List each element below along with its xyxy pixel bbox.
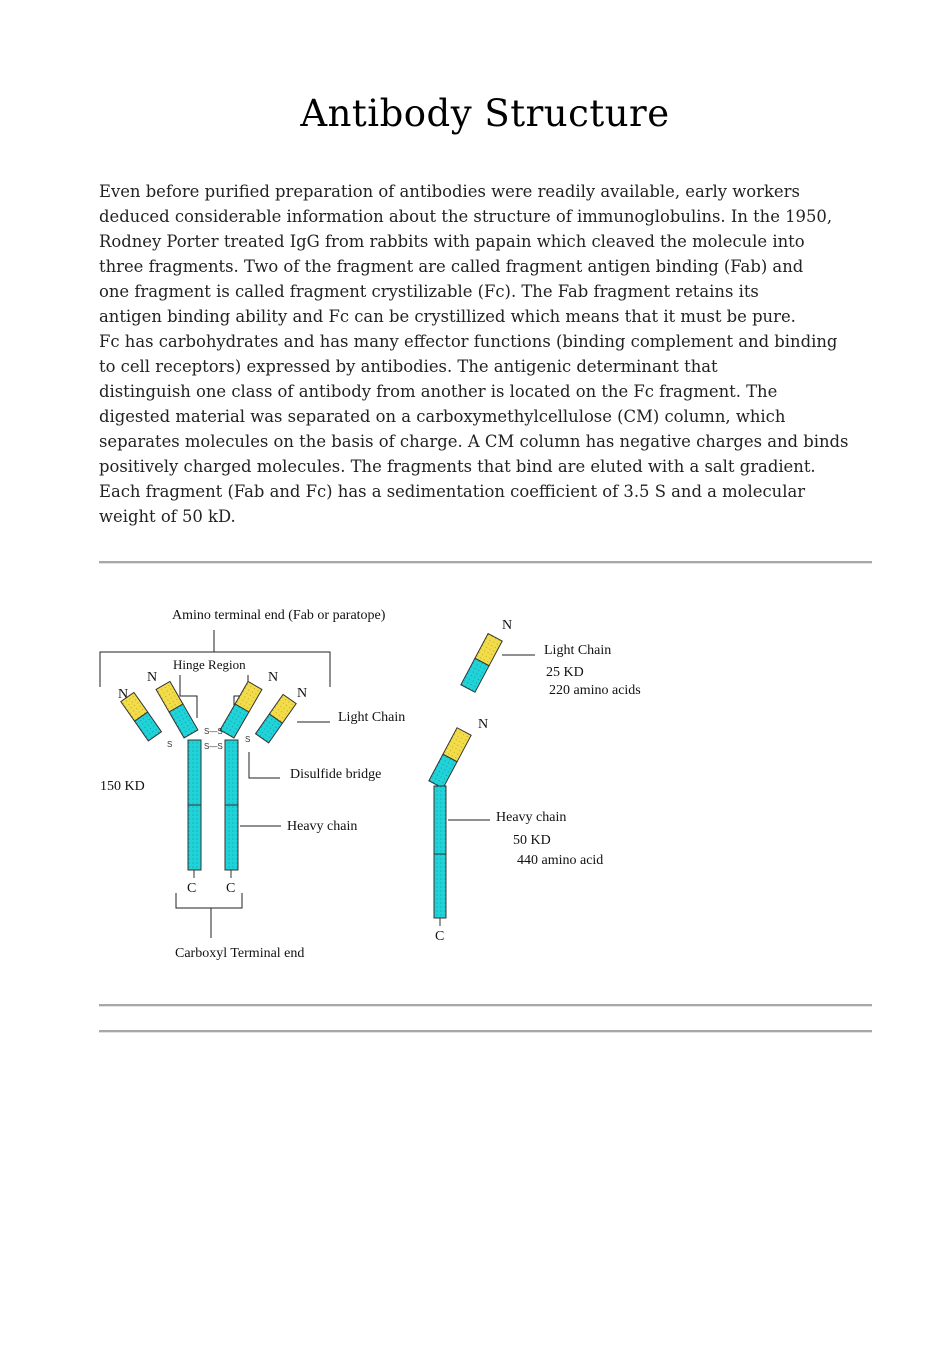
paragraph-line: Rodney Porter treated IgG from rabbits with papain which cleaved the molecule into — [99, 232, 805, 251]
divider-footer — [99, 1030, 872, 1033]
n-terminus-label: N — [502, 618, 513, 633]
n-terminus-label: N — [147, 670, 158, 685]
disulfide-bond-mark: S—S — [204, 742, 223, 751]
paragraph-line: Fc has carbohydrates and has many effector functions (binding complement and binding — [99, 332, 838, 351]
heavy-chain-left-arm — [156, 681, 198, 737]
light-chain-callout: Light Chain — [338, 710, 406, 725]
antibody-figure — [0, 590, 952, 990]
light-chain-diagram — [461, 618, 641, 698]
amino-terminal-label: Amino terminal end (Fab or paratope) — [172, 608, 386, 623]
paragraph-line: distinguish one class of antibody from another is located on the Fc fragment. The — [99, 382, 778, 401]
antibody-diagram — [100, 608, 405, 961]
disulfide-bond-mark: S — [245, 735, 251, 744]
n-terminus-label: N — [297, 686, 308, 701]
paragraph-line: Each fragment (Fab and Fc) has a sedimentation coefficient of 3.5 S and a molecular — [99, 482, 806, 501]
light-chain-right — [256, 694, 297, 742]
divider-top — [99, 561, 872, 564]
paragraph-line: three fragments. Two of the fragment are called fragment antigen binding (Fab) and — [99, 257, 804, 276]
heavy-chain-diagram — [429, 717, 603, 944]
c-terminus-label: C — [435, 929, 445, 944]
heavy-chain-right-arm — [220, 681, 262, 737]
body-paragraph — [99, 179, 889, 529]
paragraph-line: positively charged molecules. The fragments that bind are eluted with a salt gradient. — [99, 457, 816, 476]
paragraph-line: Even before purified preparation of antibodies were readily available, early workers — [99, 182, 800, 201]
antibody-weight-label: 150 KD — [100, 779, 145, 794]
light-chain-length: 220 amino acids — [549, 683, 641, 698]
divider-bottom — [99, 1004, 872, 1007]
carboxyl-terminal-label: Carboxyl Terminal end — [175, 946, 305, 961]
n-terminus-label: N — [478, 717, 489, 732]
carboxyl-bracket — [176, 893, 242, 938]
c-terminus-label: C — [187, 881, 197, 896]
hinge-region-label: Hinge Region — [173, 657, 246, 672]
heavy-chain-stem — [434, 786, 446, 918]
disulfide-bridge-callout: Disulfide bridge — [290, 767, 382, 782]
paragraph-line: deduced considerable information about the structure of immunoglobulins. In the 1950, — [99, 207, 833, 226]
paragraph-line: weight of 50 kD. — [99, 507, 236, 526]
paragraph-line: antigen binding ability and Fc can be crystillized which means that it must be pure. — [99, 307, 796, 326]
heavy-chain-callout: Heavy chain — [287, 819, 358, 834]
light-chain-weight: 25 KD — [546, 665, 584, 680]
heavy-chain-weight: 50 KD — [513, 833, 551, 848]
disulfide-bond-mark: S — [167, 740, 173, 749]
paragraph-line: to cell receptors) expressed by antibodies. The antigenic determinant that — [99, 357, 718, 376]
n-terminus-label: N — [268, 670, 279, 685]
n-terminus-label: N — [118, 687, 129, 702]
heavy-chain-title: Heavy chain — [496, 810, 567, 825]
heavy-chain-length: 440 amino acid — [517, 853, 604, 868]
paragraph-line: one fragment is called fragment crystilizable (Fc). The Fab fragment retains its — [99, 282, 759, 301]
c-terminus-label: C — [226, 881, 236, 896]
light-chain-title: Light Chain — [544, 643, 612, 658]
paragraph-line: digested material was separated on a carboxymethylcellulose (CM) column, which — [99, 407, 786, 426]
page-title: Antibody Structure — [300, 92, 670, 135]
paragraph-line: separates molecules on the basis of charge. A CM column has negative charges and binds — [99, 432, 849, 451]
disulfide-bond-mark: S—S — [204, 727, 223, 736]
